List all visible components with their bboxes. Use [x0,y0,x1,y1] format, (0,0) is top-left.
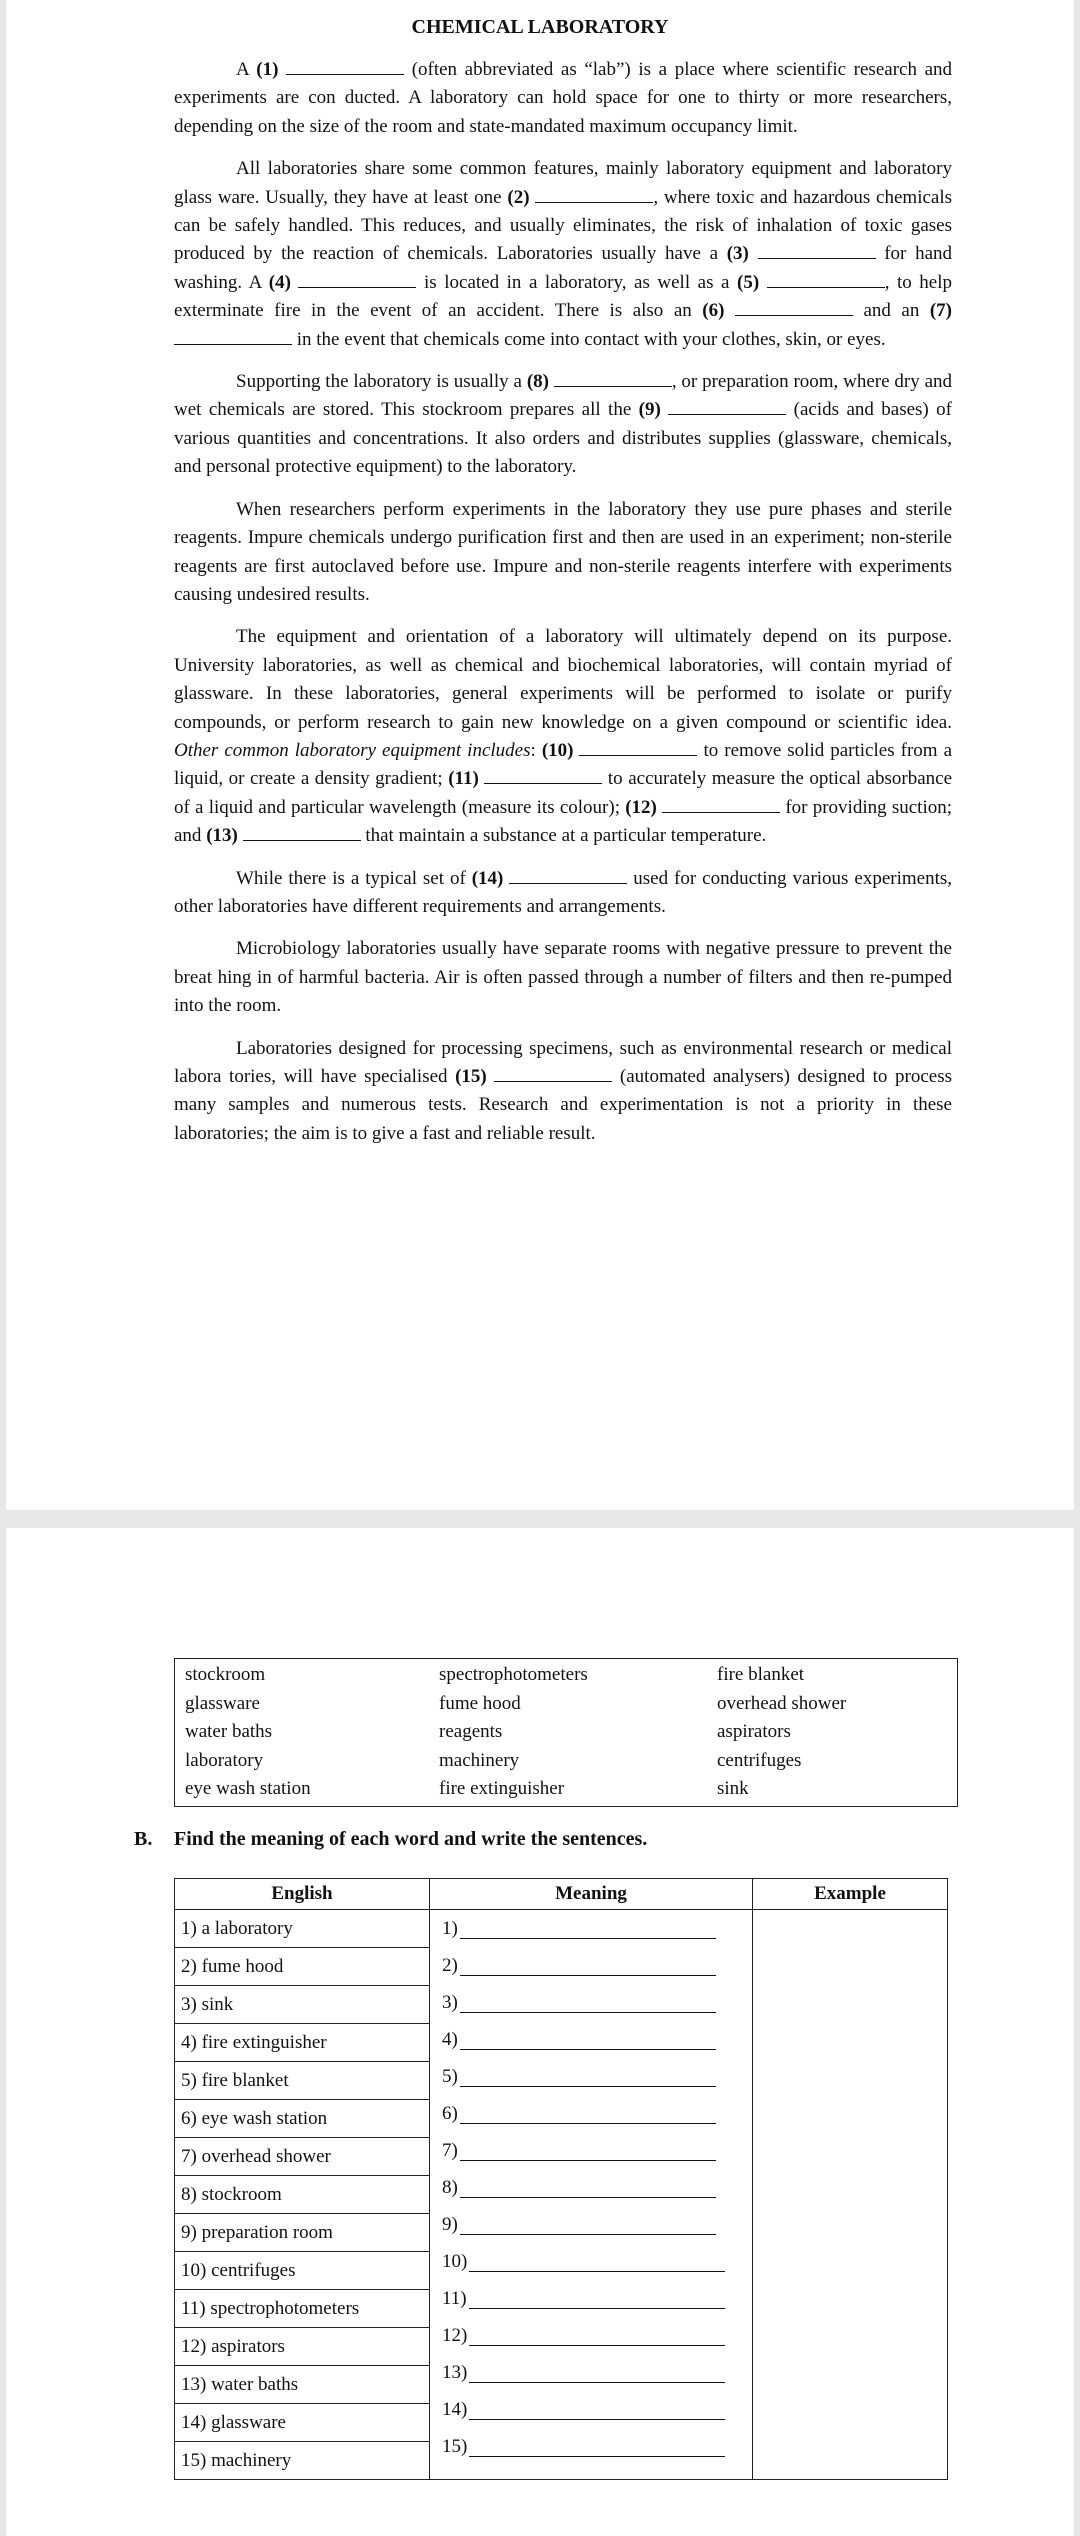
english-term: 6) eye wash station [175,2099,429,2137]
word-bank-row: water baths reagents aspirators [185,1721,791,1743]
word-bank-row: laboratory machinery centrifuges [185,1749,802,1771]
answer-blank-8[interactable] [554,368,672,387]
paragraph-7: Microbiology laboratories usually have separate rooms with negative pressure to prevent the breat hing in of harmful bacteria. Air is often passed through a number of filters and then re-pumped into the room. [174,938,952,1017]
meaning-blank[interactable] [460,2029,716,2050]
word-bank-row: glassware fume hood overhead shower [185,1692,847,1714]
worksheet-page-1 [6,0,1074,1510]
answer-blank-12[interactable] [662,794,780,813]
meaning-blank[interactable] [460,1955,716,1976]
english-term: 3) sink [175,1985,429,2023]
vocabulary-table [174,1878,948,2480]
english-term: 1) a laboratory [181,1918,293,1939]
meaning-entry: 1) [430,1910,752,1947]
meaning-blank[interactable] [460,2177,716,2198]
english-term: 15) machinery [175,2441,429,2479]
paragraph-5: The equipment and orientation of a laboratory will ultimately depend on its purpose. University laboratories, as well as chemical and biochemical laboratories, will contain myriad of glassware. In these laboratories, general experiments will be performed to isolate or purify compounds, or perform research to gain new knowledge on a given compound or scientific idea. Other common laboratory equipment includes: (10) to remove solid particles from a liquid, or create a density gradient; (11) to accurately measure the optical absorbance of a liquid and particular wavelength (measure its colour); (12) for providing suction; and (13) that maintain a substance at a particular temperature. [174,626,953,847]
meaning-entry: 13) [430,2354,752,2391]
english-term: 2) fume hood [175,1947,429,1985]
meaning-entry: 11) [430,2280,752,2317]
meaning-blank[interactable] [460,1918,716,1939]
english-term: 14) glassware [175,2403,429,2441]
meaning-entry: 3) [430,1984,752,2021]
header-english: English [175,1879,430,1910]
answer-blank-13[interactable] [243,822,361,841]
header-meaning: Meaning [430,1879,753,1910]
page-title: CHEMICAL LABORATORY [411,16,669,38]
meaning-entry: 9) [430,2206,752,2243]
answer-blank-15[interactable] [494,1063,612,1082]
answer-blank-1[interactable] [286,56,404,75]
paragraph-3: Supporting the laboratory is usually a (8) , or preparation room, where dry and wet chemicals are stored. This stockroom prepares all the (9) (acids and bases) of various quantities and concentrations. It also orders and distributes supplies (glassware, chemicals, and personal protective equipment) to the laboratory. [174,368,952,482]
meaning-entry: 2) [430,1947,752,1984]
english-term: 13) water baths [175,2365,429,2403]
meaning-blank[interactable] [469,2399,725,2420]
english-term: 9) preparation room [175,2213,429,2251]
answer-blank-11[interactable] [484,765,602,784]
english-term: 11) spectrophotometers [175,2289,429,2327]
meaning-blank[interactable] [460,2066,716,2087]
header-example: Example [753,1879,948,1910]
meaning-entry: 4) [430,2021,752,2058]
meaning-blank[interactable] [460,2214,716,2235]
meaning-entry: 10) [430,2243,752,2280]
english-column [175,1910,430,2480]
meaning-blank[interactable] [469,2362,725,2383]
meaning-blank[interactable] [460,2140,716,2161]
meaning-blank[interactable] [469,2325,725,2346]
english-term: 4) fire extinguisher [175,2023,429,2061]
answer-blank-4[interactable] [298,269,416,288]
answer-blank-9[interactable] [668,396,786,415]
meaning-blank[interactable] [469,2288,725,2309]
meaning-blank[interactable] [460,1992,716,2013]
answer-blank-3[interactable] [758,240,876,259]
paragraph-4: When researchers perform experiments in the laboratory they use pure phases and sterile reagents. Impure chemicals undergo purification first and then are used in an experiment; non-sterile reagents are first autoclaved before use. Impure and non-sterile reagents interfere with experiments causing undesired results. [174,498,952,605]
english-term: 10) centrifuges [175,2251,429,2289]
paragraph-8: Laboratories designed for processing specimens, such as environmental research or medical labora tories, will have specialised (15) (automated analysers) designed to process many samples and numerous tests. Research and experimentation is not a priority in these laboratories; the aim is to give a fast and reliable result. [174,1037,952,1144]
paragraph-6: While there is a typical set of (14) used for conducting various experiments, other laboratories have different requirements and arrangements. [174,865,952,922]
meaning-blank[interactable] [469,2251,725,2272]
answer-blank-5[interactable] [767,269,885,288]
section-b-heading: B. Find the meaning of each word and write the sentences. [134,1828,648,1850]
example-column[interactable] [753,1910,948,2480]
answer-blank-10[interactable] [579,737,697,756]
answer-blank-7[interactable] [174,326,292,345]
paragraph-1: A (1) (often abbreviated as “lab”) is a place where scientific research and experiments are con ducted. A laboratory can hold space for one to thirty or more researchers, depending on the size of the room and state-mandated maximum occupancy limit. [174,56,952,141]
meaning-blank[interactable] [460,2103,716,2124]
word-bank-row: stockroom spectrophotometers fire blanket [185,1664,805,1685]
english-term: 8) stockroom [175,2175,429,2213]
answer-blank-6[interactable] [735,297,853,316]
meaning-blank[interactable] [469,2436,725,2457]
table-body-row [175,1910,948,2480]
word-bank-row: eye wash station fire extinguisher sink [185,1778,749,1800]
meaning-entry: 6) [430,2095,752,2132]
english-term: 7) overhead shower [175,2137,429,2175]
paragraph-2: All laboratories share some common features, mainly laboratory equipment and laboratory glass ware. Usually, they have at least one (2) , where toxic and hazardous chemicals can be safely handled. This reduces, and usually eliminates, the risk of inhalation of toxic gases produced by the reaction of chemicals. Laboratories usually have a (3) for hand washing. A (4) is located in a laboratory, as well as a (5) , to help exterminate fire in the event of an accident. There is also an (6) and an (7) in the event that chemicals come into contact with your clothes, skin, or eyes. [174,158,953,350]
meaning-entry: 5) [430,2058,752,2095]
meaning-entry: 14) [430,2391,752,2428]
meaning-entry: 8) [430,2169,752,2206]
answer-blank-2[interactable] [535,184,653,203]
meaning-entry: 15) [430,2428,752,2465]
table-header-row [175,1879,948,1910]
word-bank [174,1658,958,1807]
worksheet-page-2 [6,1528,1074,2536]
meaning-entry: 7) [430,2132,752,2169]
meaning-entry: 12) [430,2317,752,2354]
reading-passage [174,56,952,1162]
answer-blank-14[interactable] [509,865,627,884]
english-term: 12) aspirators [175,2327,429,2365]
meaning-column [430,1910,753,2480]
english-term: 5) fire blanket [175,2061,429,2099]
